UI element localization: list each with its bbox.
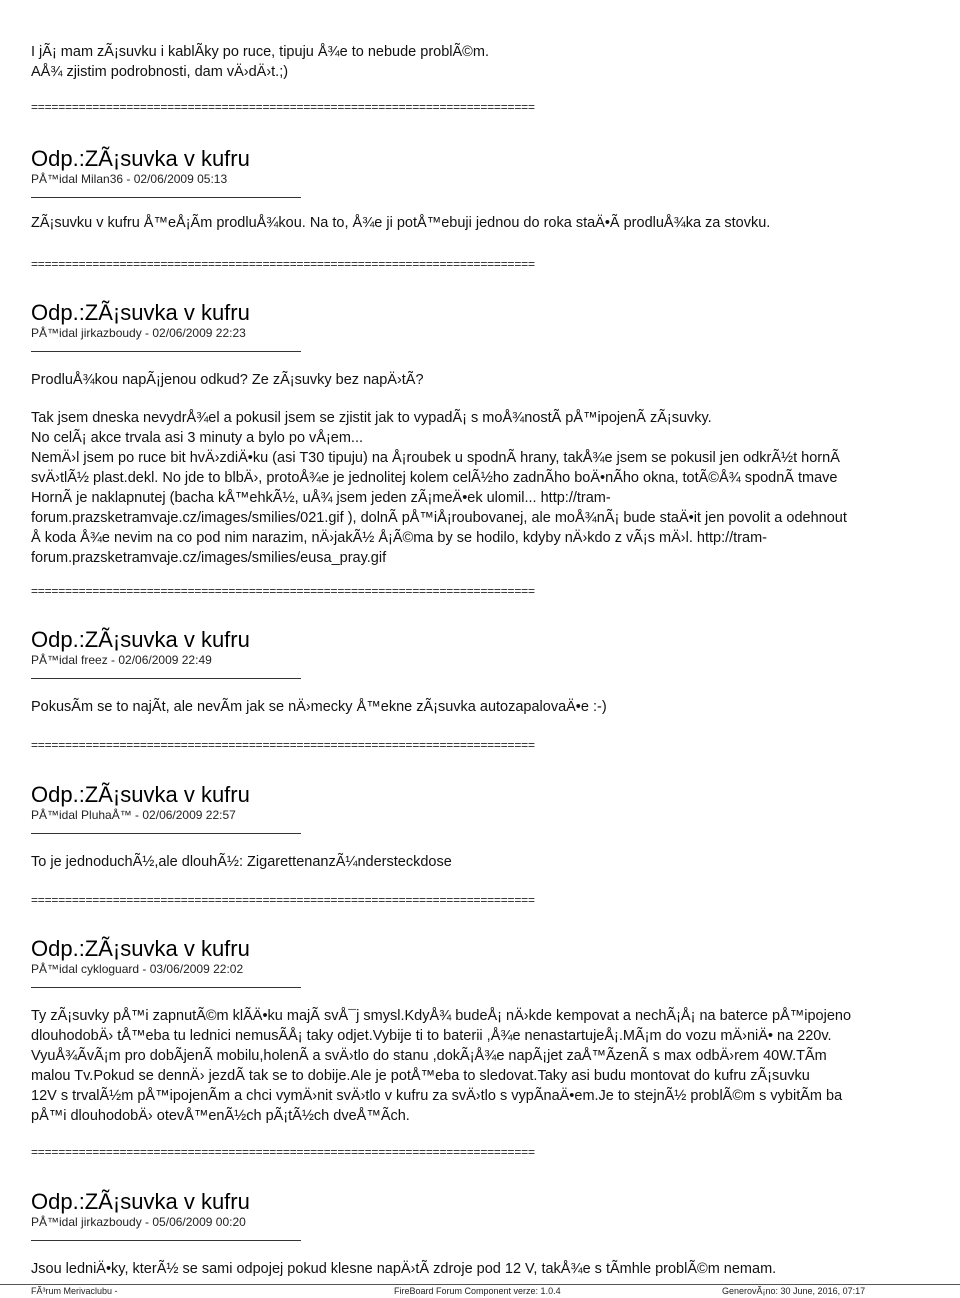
footer-component: FireBoard Forum Component verze: 1.0.4 — [394, 1286, 561, 1296]
post-meta: PÅ™idal jirkazboudy - 05/06/2009 00:20 — [31, 1215, 246, 1229]
text-line: AÅ¾ zjistim podrobnosti, dam vÄ›dÄ›t.;) — [31, 64, 289, 80]
footer-generated: GenerovÃ¡no: 30 June, 2016, 07:17 — [722, 1286, 866, 1296]
text-line: Tak jsem dneska nevydrÅ¾el a pokusil jsem se zjistit jak to vypadÃ¡ s moÅ¾nostÃ pÅ™ipojenÃ zÃ¡suvky. — [31, 410, 712, 426]
post — [31, 300, 847, 568]
text-line: Å koda Å¾e nevim na co pod nim narazim, nÄ›jakÃ½ Å¡Ã©ma by se hodilo, kdyby nÄ›kdo z vÃ¡s mÄ›l. http://tram- — [31, 530, 767, 546]
post-title: Odp.:ZÃ¡suvka v kufru — [31, 936, 250, 961]
post-title: Odp.:ZÃ¡suvka v kufru — [31, 627, 250, 652]
separator: ========================================================================== — [31, 1145, 535, 1159]
separator: ========================================================================== — [31, 584, 535, 598]
post-title: Odp.:ZÃ¡suvka v kufru — [31, 300, 250, 325]
text-line: NemÄ›l jsem po ruce bit hvÄ›zdiÄ•ku (asi T30 tipuju) na Å¡roubek u spodnÃ hrany, takÅ¾e jsem se pokusil jen odkrÃ½t hornÃ — [31, 450, 840, 466]
text-line: forum.prazsketramvaje.cz/images/smilies/021.gif ), dolnÃ pÅ™iÅ¡roubovanej, ale moÅ¾nÃ¡ bude staÄ•it jen povolit a odehnout — [31, 510, 847, 526]
divider — [31, 197, 301, 198]
page-footer — [0, 1284, 960, 1298]
text-line: pÅ™i dlouhodobÄ› otevÅ™enÃ½ch pÃ¡tÃ½ch dveÅ™Ãch. — [31, 1108, 410, 1124]
text-line: dlouhodobÄ› tÅ™eba tu lednici nemusÃÅ¡ taky odjet.Vybije ti to baterii ,Å¾e nenastartujeÅ¡.MÃ¡m do vozu mÄ›niÄ• na 220v. — [31, 1028, 832, 1044]
text-line: forum.prazsketramvaje.cz/images/smilies/eusa_pray.gif — [31, 550, 387, 566]
post — [31, 782, 452, 872]
post — [31, 1189, 776, 1279]
divider — [31, 833, 301, 834]
separator: ========================================================================== — [31, 893, 535, 907]
post-meta: PÅ™idal PluhaÅ™ - 02/06/2009 22:57 — [31, 808, 236, 822]
text-line: ZÃ¡suvku v kufru Å™eÅ¡Ãm prodluÅ¾kou. Na to, Å¾e ji potÅ™ebuji jednou do roka staÄ•Ã prodluÅ¾ka za stovku. — [31, 215, 771, 231]
post-title: Odp.:ZÃ¡suvka v kufru — [31, 782, 250, 807]
separator: ========================================================================== — [31, 738, 535, 752]
text-line: malou Tv.Pokud se dennÄ› jezdÃ tak se to dobije.Ale je potÅ™eba to sledovat.Taky asi budu montovat do kufru zÃ¡suvku — [31, 1068, 810, 1084]
text-line: I jÃ¡ mam zÃ¡suvku i kablÃky po ruce, tipuju Å¾e to nebude problÃ©m. — [31, 44, 489, 60]
post-meta: PÅ™idal freez - 02/06/2009 22:49 — [31, 653, 212, 667]
text-line: HornÃ je naklapnutej (bacha kÅ™ehkÃ½, uÅ¾ jsem jeden zÃ¡meÄ•ek ulomil... http://tram- — [31, 490, 611, 506]
post — [31, 146, 770, 233]
separator: ========================================================================== — [31, 100, 535, 114]
text-line: svÄ›tlÃ½ plast.dekl. No jde to blbÄ›, protoÅ¾e je jednolitej kolem celÃ½ho zadnÃho boÄ•nÃho okna, totÃ©Å¾ spodnÃ tmave — [31, 470, 838, 486]
intro-text — [31, 42, 489, 82]
text-line: Jsou ledniÄ•ky, kterÃ½ se sami odpojej pokud klesne napÄ›tÃ zdroje pod 12 V, takÅ¾e s tÃmhle problÃ©m nemam. — [31, 1261, 777, 1277]
post-title: Odp.:ZÃ¡suvka v kufru — [31, 1189, 250, 1214]
footer-site-name: FÃ³rum Merivaclubu - — [31, 1286, 118, 1296]
post-meta: PÅ™idal Milan36 - 02/06/2009 05:13 — [31, 172, 228, 186]
post-meta: PÅ™idal jirkazboudy - 02/06/2009 22:23 — [31, 326, 246, 340]
post-meta: PÅ™idal cykloguard - 03/06/2009 22:02 — [31, 962, 244, 976]
divider — [31, 1240, 301, 1241]
text-line: PokusÃm se to najÃt, ale nevÃm jak se nÄ›mecky Å™ekne zÃ¡suvka autozapalovaÄ•e :-) — [31, 699, 607, 715]
text-line: ProdluÅ¾kou napÃ¡jenou odkud? Ze zÃ¡suvky bez napÄ›tÃ? — [31, 372, 424, 388]
text-line: VyuÅ¾ÃvÃ¡m pro dobÃjenÃ mobilu,holenÃ a svÄ›tlo do stanu ,dokÃ¡Å¾e napÃ¡jet zaÅ™ÃzenÃ s max odbÄ›rem 40W.TÃm — [31, 1048, 827, 1064]
text-line: To je jednoduchÃ½,ale dlouhÃ½: ZigarettenanzÃ¼ndersteckdose — [31, 854, 452, 870]
divider — [31, 351, 301, 352]
text-line: 12V s trvalÃ½m pÅ™ipojenÃm a chci vymÄ›nit svÄ›tlo v kufru za svÄ›tlo s vypÃnaÄ•em.Je to stejnÃ½ problÃ©m s vybitÃm ba — [31, 1088, 843, 1104]
divider — [31, 987, 301, 988]
post — [31, 627, 607, 717]
post — [31, 936, 851, 1126]
divider — [31, 678, 301, 679]
text-line: No celÃ¡ akce trvala asi 3 minuty a bylo po vÅ¡em... — [31, 430, 364, 446]
separator: ========================================================================== — [31, 257, 535, 271]
text-line — [31, 390, 847, 408]
text-line: Ty zÃ¡suvky pÅ™i zapnutÃ©m klÃÄ•ku majÃ svÅ¯j smysl.KdyÅ¾ budeÅ¡ nÄ›kde kempovat a nechÃ¡Å¡ na baterce pÅ™ipojeno — [31, 1008, 852, 1024]
post-title: Odp.:ZÃ¡suvka v kufru — [31, 146, 250, 171]
